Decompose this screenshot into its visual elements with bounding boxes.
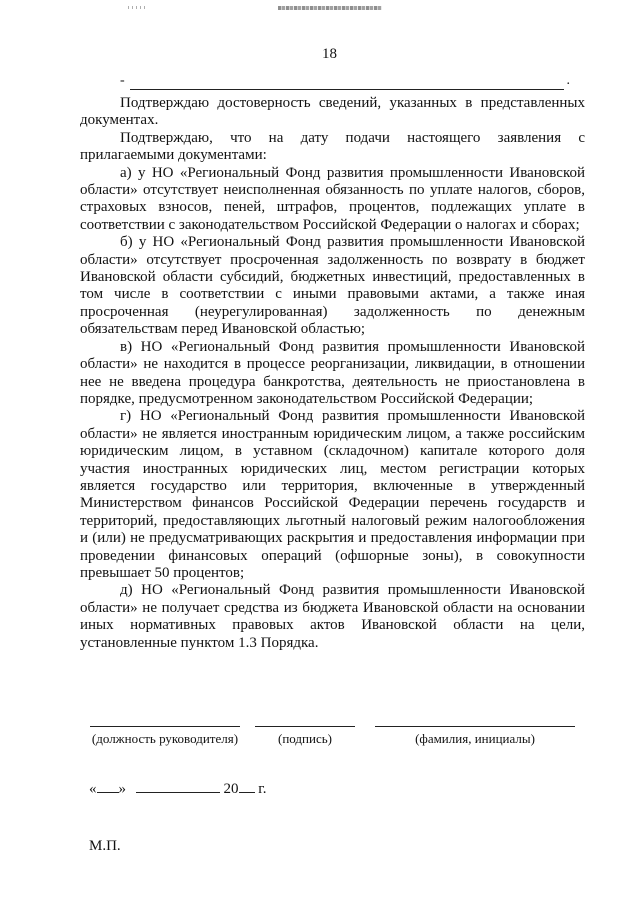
date-open-quote: « [89, 781, 97, 797]
signature-position-label: (должность руководителя) [91, 731, 239, 746]
date-day-blank[interactable] [97, 778, 119, 793]
seal-label: М.П. [89, 838, 121, 854]
date-close-quote: » [118, 781, 126, 797]
paragraph-confirm-accuracy: Подтверждаю достоверность сведений, указанных в представленных документах. [80, 95, 585, 129]
signature-name-label: (фамилия, инициалы) [415, 731, 535, 746]
scan-artifact-left [128, 6, 148, 9]
continuation-rule [130, 89, 564, 90]
date-year-suffix: г. [258, 781, 267, 797]
signature-field[interactable] [255, 726, 355, 747]
continuation-lead: - [120, 73, 125, 88]
paragraph-item-g: г) НО «Региональный Фонд развития промышленности Ивановской области» не является иностранным юридическим лицом, а также российским юридическим лицом, в уставном (складочном) капитале которого доля участия иностранных юридических лиц, местом регистрации которых является государство или территория, включенные в утвержденный Министерством финансов Российской Федерации перечень государств и территорий, предоставляющих льготный налоговый режим налогообложения и (или) не предусматривающих раскрытия и предоставления информации при проведении финансовых операций (офшорные зоны), в совокупности превышает 50 процентов; [80, 408, 585, 581]
paragraph-item-b: б) у НО «Региональный Фонд развития промышленности Ивановской области» отсутствует просроченная задолженность по возврату в бюджет Ивановской области субсидий, бюджетных инвестиций, предоставленных в том числе в соответствии с иными правовыми актами, а также иная просроченная (неурегулированная) задолженность по денежным обязательствам перед Ивановской областью; [80, 234, 585, 338]
page-number: 18 [322, 46, 337, 62]
statement-body [80, 95, 585, 652]
continuation-tail: . [566, 73, 570, 88]
signature-position-line [90, 726, 240, 727]
paragraph-item-d: д) НО «Региональный Фонд развития промышленности Ивановской области» не получает средства из бюджета Ивановской области на основании иных нормативных правовых актов Ивановской области на цели, установленные пунктом 1.3 Порядка. [80, 582, 585, 651]
signature-line [255, 726, 355, 727]
scan-artifact-top [278, 6, 382, 10]
paragraph-item-v: в) НО «Региональный Фонд развития промышленности Ивановской области» не находится в процессе реорганизации, ликвидации, в отношении нее не введена процедура банкротства, деятельность не приостановлена в порядке, предусмотренном законодательством Российской Федерации; [80, 338, 585, 407]
signature-label: (подпись) [278, 731, 332, 746]
date-line [89, 778, 266, 798]
paragraph-item-a: а) у НО «Региональный Фонд развития промышленности Ивановской области» отсутствует неисполненная обязанность по уплате налогов, сборов, страховых взносов, пеней, штрафов, процентов, подлежащих уплате в соответствии с законодательством Российской Федерации о налогах и сборах; [80, 164, 585, 233]
signature-name-line [375, 726, 575, 727]
signature-position-field[interactable] [90, 726, 240, 747]
signature-name-field[interactable] [375, 726, 575, 747]
date-month-blank[interactable] [136, 778, 220, 793]
date-year-prefix: 20 [223, 781, 239, 797]
signature-block [80, 726, 585, 766]
continuation-line [120, 73, 570, 92]
date-year-blank[interactable] [239, 778, 255, 793]
paragraph-confirm-intro: Подтверждаю, что на дату подачи настоящего заявления с прилагаемыми документами: [80, 129, 585, 164]
